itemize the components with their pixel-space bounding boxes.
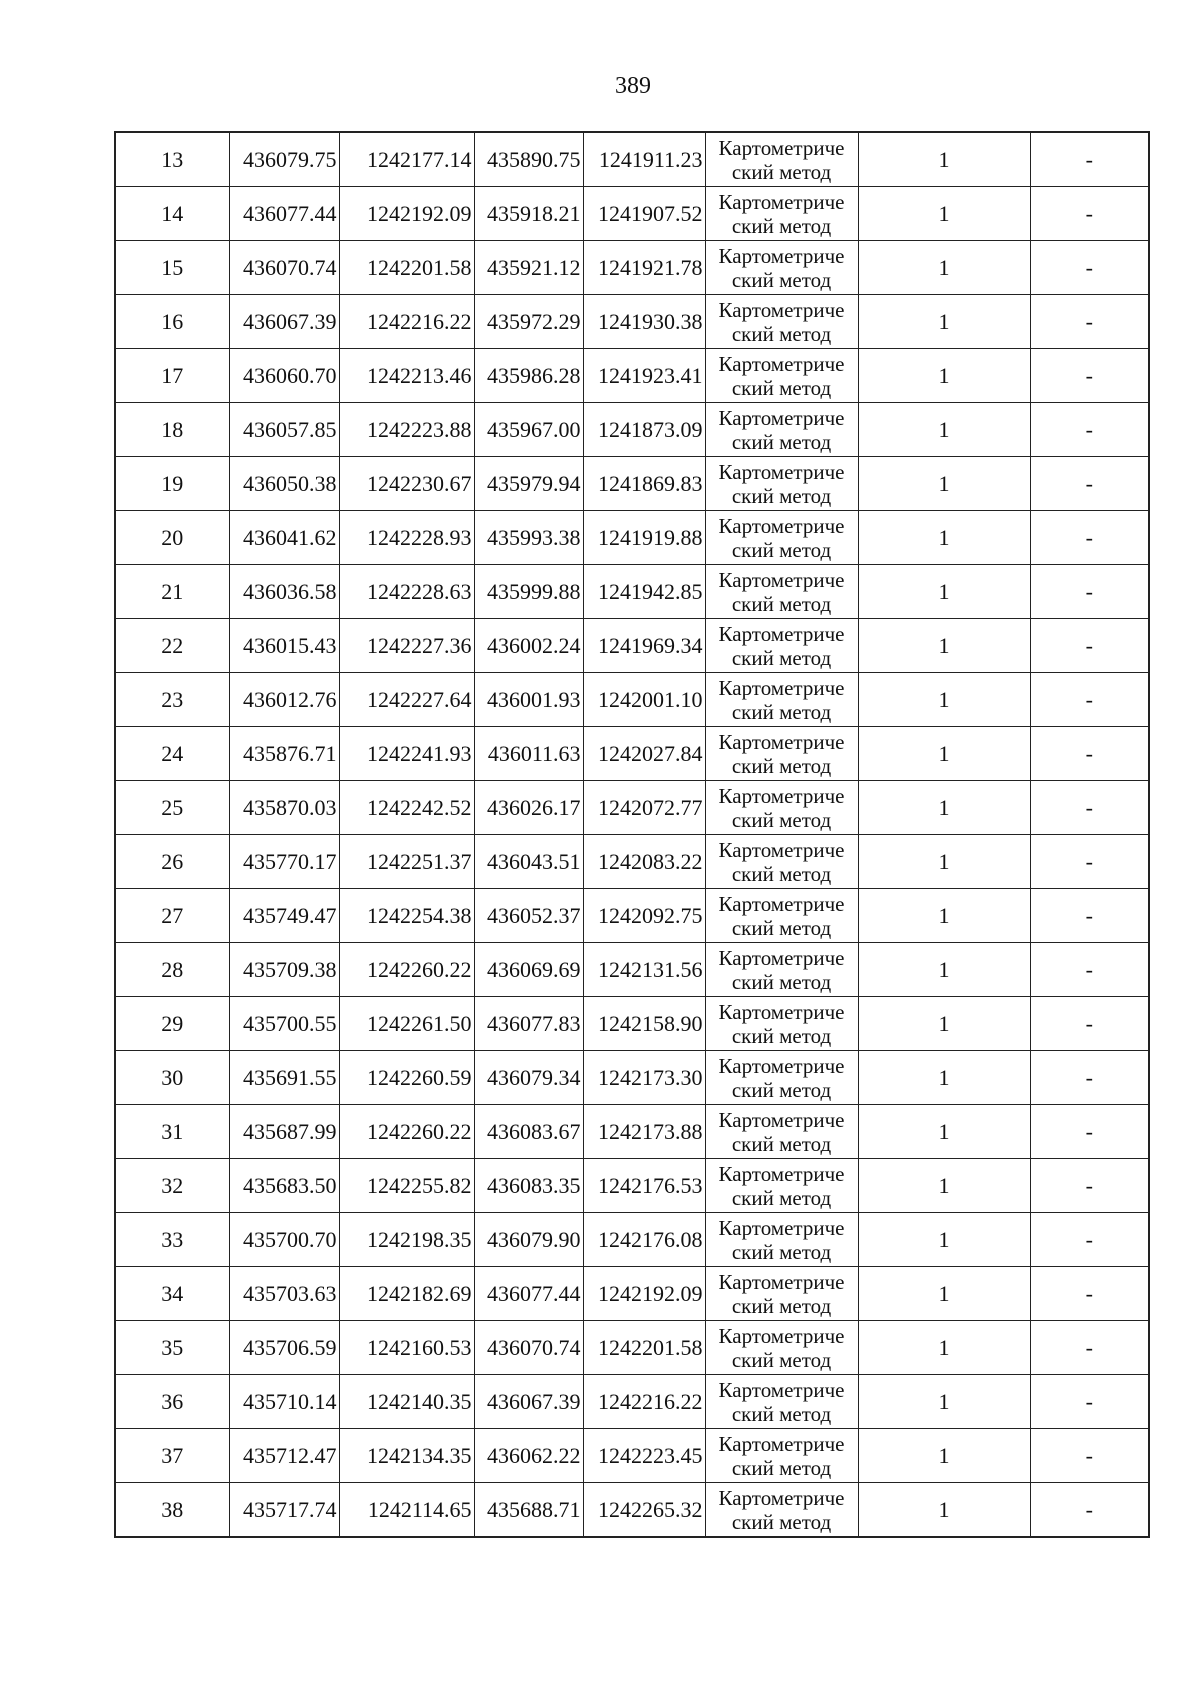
method-cell <box>705 727 858 781</box>
x1-cell: 436079.75 <box>229 132 339 187</box>
point-number-cell: 25 <box>115 781 229 835</box>
x2-cell: 436070.74 <box>474 1321 583 1375</box>
method-line-2: ский метод <box>731 537 832 562</box>
y1-cell: 1242260.59 <box>339 1051 474 1105</box>
accuracy-cell: 1 <box>858 1429 1030 1483</box>
x2-cell: 435993.38 <box>474 511 583 565</box>
y1-cell: 1242227.36 <box>339 619 474 673</box>
method-line-2: ский метод <box>731 321 832 346</box>
y2-cell: 1242176.08 <box>583 1213 705 1267</box>
method-line-1: Картометриче <box>718 405 845 430</box>
y1-cell: 1242227.64 <box>339 673 474 727</box>
x1-cell: 435712.47 <box>229 1429 339 1483</box>
note-cell: - <box>1030 781 1149 835</box>
x2-cell: 436062.22 <box>474 1429 583 1483</box>
method-line-1: Картометриче <box>718 999 845 1024</box>
y1-cell: 1242114.65 <box>339 1483 474 1538</box>
y2-cell: 1241919.88 <box>583 511 705 565</box>
point-number-cell: 14 <box>115 187 229 241</box>
x1-cell: 435700.70 <box>229 1213 339 1267</box>
y1-cell: 1242182.69 <box>339 1267 474 1321</box>
note-cell: - <box>1030 1159 1149 1213</box>
table-row <box>115 1321 1149 1375</box>
page-number: 389 <box>615 73 651 99</box>
method-line-1: Картометриче <box>718 1485 845 1510</box>
method-cell <box>705 565 858 619</box>
table-row <box>115 781 1149 835</box>
table-row <box>115 403 1149 457</box>
x1-cell: 436077.44 <box>229 187 339 241</box>
method-line-2: ский метод <box>731 969 832 994</box>
point-number-cell: 32 <box>115 1159 229 1213</box>
method-line-2: ский метод <box>731 915 832 940</box>
note-cell: - <box>1030 349 1149 403</box>
method-cell <box>705 403 858 457</box>
note-cell: - <box>1030 1267 1149 1321</box>
x1-cell: 435709.38 <box>229 943 339 997</box>
method-line-2: ский метод <box>731 429 832 454</box>
y1-cell: 1242177.14 <box>339 132 474 187</box>
x1-cell: 436057.85 <box>229 403 339 457</box>
x2-cell: 436077.83 <box>474 997 583 1051</box>
method-line-1: Картометриче <box>718 1377 845 1402</box>
table-row <box>115 1159 1149 1213</box>
table-body <box>115 132 1149 1537</box>
y1-cell: 1242213.46 <box>339 349 474 403</box>
y2-cell: 1242216.22 <box>583 1375 705 1429</box>
x2-cell: 436077.44 <box>474 1267 583 1321</box>
y1-cell: 1242254.38 <box>339 889 474 943</box>
x2-cell: 435918.21 <box>474 187 583 241</box>
method-cell <box>705 187 858 241</box>
method-line-1: Картометриче <box>718 189 845 214</box>
method-line-2: ский метод <box>731 267 832 292</box>
table-row <box>115 1105 1149 1159</box>
x2-cell: 435999.88 <box>474 565 583 619</box>
accuracy-cell: 1 <box>858 132 1030 187</box>
y1-cell: 1242261.50 <box>339 997 474 1051</box>
note-cell: - <box>1030 835 1149 889</box>
note-cell: - <box>1030 1375 1149 1429</box>
accuracy-cell: 1 <box>858 619 1030 673</box>
table-row <box>115 565 1149 619</box>
x2-cell: 436001.93 <box>474 673 583 727</box>
point-number-cell: 35 <box>115 1321 229 1375</box>
method-line-1: Картометриче <box>718 1323 845 1348</box>
table-row <box>115 1483 1149 1538</box>
method-line-2: ский метод <box>731 807 832 832</box>
table-row <box>115 187 1149 241</box>
point-number-cell: 16 <box>115 295 229 349</box>
y2-cell: 1241873.09 <box>583 403 705 457</box>
method-cell <box>705 1429 858 1483</box>
point-number-cell: 19 <box>115 457 229 511</box>
accuracy-cell: 1 <box>858 673 1030 727</box>
x1-cell: 436070.74 <box>229 241 339 295</box>
x2-cell: 436083.35 <box>474 1159 583 1213</box>
x1-cell: 435703.63 <box>229 1267 339 1321</box>
x2-cell: 435967.00 <box>474 403 583 457</box>
point-number-cell: 20 <box>115 511 229 565</box>
method-line-1: Картометриче <box>718 459 845 484</box>
accuracy-cell: 1 <box>858 511 1030 565</box>
note-cell: - <box>1030 943 1149 997</box>
x2-cell: 435890.75 <box>474 132 583 187</box>
x2-cell: 436079.34 <box>474 1051 583 1105</box>
accuracy-cell: 1 <box>858 1051 1030 1105</box>
y2-cell: 1241911.23 <box>583 132 705 187</box>
accuracy-cell: 1 <box>858 727 1030 781</box>
table-row <box>115 1429 1149 1483</box>
point-number-cell: 34 <box>115 1267 229 1321</box>
note-cell: - <box>1030 187 1149 241</box>
method-cell <box>705 1321 858 1375</box>
y1-cell: 1242242.52 <box>339 781 474 835</box>
accuracy-cell: 1 <box>858 241 1030 295</box>
table-row <box>115 1051 1149 1105</box>
method-cell <box>705 1159 858 1213</box>
method-cell <box>705 943 858 997</box>
x1-cell: 435683.50 <box>229 1159 339 1213</box>
y1-cell: 1242160.53 <box>339 1321 474 1375</box>
point-number-cell: 13 <box>115 132 229 187</box>
y2-cell: 1242001.10 <box>583 673 705 727</box>
method-line-1: Картометриче <box>718 135 845 160</box>
table-row <box>115 727 1149 781</box>
y2-cell: 1242072.77 <box>583 781 705 835</box>
method-cell <box>705 1483 858 1538</box>
accuracy-cell: 1 <box>858 1375 1030 1429</box>
x1-cell: 435700.55 <box>229 997 339 1051</box>
x1-cell: 435876.71 <box>229 727 339 781</box>
point-number-cell: 26 <box>115 835 229 889</box>
method-cell <box>705 619 858 673</box>
accuracy-cell: 1 <box>858 187 1030 241</box>
x1-cell: 436067.39 <box>229 295 339 349</box>
method-line-1: Картометриче <box>718 513 845 538</box>
method-line-1: Картометриче <box>718 1053 845 1078</box>
point-number-cell: 18 <box>115 403 229 457</box>
table-row <box>115 1213 1149 1267</box>
y2-cell: 1241921.78 <box>583 241 705 295</box>
y2-cell: 1242201.58 <box>583 1321 705 1375</box>
method-line-2: ский метод <box>731 699 832 724</box>
method-line-1: Картометриче <box>718 891 845 916</box>
method-line-1: Картометриче <box>718 837 845 862</box>
note-cell: - <box>1030 1429 1149 1483</box>
x2-cell: 436026.17 <box>474 781 583 835</box>
method-cell <box>705 1267 858 1321</box>
method-cell <box>705 241 858 295</box>
x1-cell: 436036.58 <box>229 565 339 619</box>
method-cell <box>705 673 858 727</box>
y2-cell: 1242158.90 <box>583 997 705 1051</box>
point-number-cell: 29 <box>115 997 229 1051</box>
table-row <box>115 619 1149 673</box>
note-cell: - <box>1030 1051 1149 1105</box>
y2-cell: 1242083.22 <box>583 835 705 889</box>
note-cell: - <box>1030 727 1149 781</box>
table-row <box>115 241 1149 295</box>
y2-cell: 1242173.88 <box>583 1105 705 1159</box>
method-line-2: ский метод <box>731 1347 832 1372</box>
accuracy-cell: 1 <box>858 403 1030 457</box>
method-line-2: ский метод <box>731 1023 832 1048</box>
table-row <box>115 835 1149 889</box>
x2-cell: 436079.90 <box>474 1213 583 1267</box>
point-number-cell: 17 <box>115 349 229 403</box>
method-line-1: Картометриче <box>718 1107 845 1132</box>
method-line-1: Картометриче <box>718 729 845 754</box>
accuracy-cell: 1 <box>858 889 1030 943</box>
method-cell <box>705 1375 858 1429</box>
note-cell: - <box>1030 1321 1149 1375</box>
y2-cell: 1242176.53 <box>583 1159 705 1213</box>
method-line-2: ский метод <box>731 483 832 508</box>
x2-cell: 435986.28 <box>474 349 583 403</box>
table-row <box>115 889 1149 943</box>
y2-cell: 1242092.75 <box>583 889 705 943</box>
x2-cell: 436011.63 <box>474 727 583 781</box>
method-cell <box>705 781 858 835</box>
method-cell <box>705 132 858 187</box>
x2-cell: 435979.94 <box>474 457 583 511</box>
note-cell: - <box>1030 295 1149 349</box>
method-line-2: ский метод <box>731 1455 832 1480</box>
point-number-cell: 22 <box>115 619 229 673</box>
table-row <box>115 673 1149 727</box>
point-number-cell: 24 <box>115 727 229 781</box>
x1-cell: 436012.76 <box>229 673 339 727</box>
accuracy-cell: 1 <box>858 349 1030 403</box>
y2-cell: 1242223.45 <box>583 1429 705 1483</box>
method-line-2: ский метод <box>731 213 832 238</box>
method-cell <box>705 889 858 943</box>
y2-cell: 1241930.38 <box>583 295 705 349</box>
y1-cell: 1242255.82 <box>339 1159 474 1213</box>
x1-cell: 435691.55 <box>229 1051 339 1105</box>
point-number-cell: 23 <box>115 673 229 727</box>
x1-cell: 436050.38 <box>229 457 339 511</box>
y1-cell: 1242223.88 <box>339 403 474 457</box>
method-cell <box>705 349 858 403</box>
point-number-cell: 21 <box>115 565 229 619</box>
x1-cell: 435706.59 <box>229 1321 339 1375</box>
method-line-1: Картометриче <box>718 1215 845 1240</box>
method-line-1: Картометриче <box>718 243 845 268</box>
accuracy-cell: 1 <box>858 1213 1030 1267</box>
accuracy-cell: 1 <box>858 1483 1030 1538</box>
note-cell: - <box>1030 997 1149 1051</box>
point-number-cell: 31 <box>115 1105 229 1159</box>
y1-cell: 1242260.22 <box>339 943 474 997</box>
method-line-1: Картометриче <box>718 567 845 592</box>
accuracy-cell: 1 <box>858 835 1030 889</box>
y1-cell: 1242241.93 <box>339 727 474 781</box>
method-line-2: ский метод <box>731 159 832 184</box>
x1-cell: 435710.14 <box>229 1375 339 1429</box>
method-cell <box>705 1105 858 1159</box>
table-row <box>115 997 1149 1051</box>
x1-cell: 436041.62 <box>229 511 339 565</box>
x2-cell: 436067.39 <box>474 1375 583 1429</box>
table-row <box>115 511 1149 565</box>
y2-cell: 1241969.34 <box>583 619 705 673</box>
note-cell: - <box>1030 1483 1149 1538</box>
method-line-2: ский метод <box>731 1509 832 1534</box>
method-line-1: Картометриче <box>718 1431 845 1456</box>
method-line-2: ский метод <box>731 1077 832 1102</box>
x1-cell: 436060.70 <box>229 349 339 403</box>
point-number-cell: 15 <box>115 241 229 295</box>
y1-cell: 1242260.22 <box>339 1105 474 1159</box>
y2-cell: 1241907.52 <box>583 187 705 241</box>
note-cell: - <box>1030 1105 1149 1159</box>
y2-cell: 1241869.83 <box>583 457 705 511</box>
y1-cell: 1242251.37 <box>339 835 474 889</box>
accuracy-cell: 1 <box>858 1105 1030 1159</box>
x1-cell: 435717.74 <box>229 1483 339 1538</box>
point-number-cell: 38 <box>115 1483 229 1538</box>
x2-cell: 436069.69 <box>474 943 583 997</box>
table-row <box>115 1267 1149 1321</box>
accuracy-cell: 1 <box>858 295 1030 349</box>
method-line-2: ский метод <box>731 1293 832 1318</box>
method-line-2: ский метод <box>731 375 832 400</box>
table-row <box>115 1375 1149 1429</box>
method-line-2: ский метод <box>731 1401 832 1426</box>
method-cell <box>705 457 858 511</box>
note-cell: - <box>1030 403 1149 457</box>
table-row <box>115 295 1149 349</box>
method-cell <box>705 1213 858 1267</box>
point-number-cell: 30 <box>115 1051 229 1105</box>
x2-cell: 435688.71 <box>474 1483 583 1538</box>
accuracy-cell: 1 <box>858 1321 1030 1375</box>
method-line-1: Картометриче <box>718 351 845 376</box>
y2-cell: 1242173.30 <box>583 1051 705 1105</box>
method-line-1: Картометриче <box>718 297 845 322</box>
method-line-1: Картометриче <box>718 1161 845 1186</box>
x1-cell: 435749.47 <box>229 889 339 943</box>
accuracy-cell: 1 <box>858 1267 1030 1321</box>
accuracy-cell: 1 <box>858 565 1030 619</box>
method-cell <box>705 835 858 889</box>
note-cell: - <box>1030 565 1149 619</box>
method-line-2: ский метод <box>731 753 832 778</box>
y1-cell: 1242134.35 <box>339 1429 474 1483</box>
y1-cell: 1242216.22 <box>339 295 474 349</box>
y1-cell: 1242201.58 <box>339 241 474 295</box>
x1-cell: 435770.17 <box>229 835 339 889</box>
accuracy-cell: 1 <box>858 781 1030 835</box>
method-line-2: ский метод <box>731 1185 832 1210</box>
y2-cell: 1242131.56 <box>583 943 705 997</box>
y1-cell: 1242140.35 <box>339 1375 474 1429</box>
y1-cell: 1242230.67 <box>339 457 474 511</box>
accuracy-cell: 1 <box>858 997 1030 1051</box>
method-line-1: Картометриче <box>718 783 845 808</box>
x1-cell: 435870.03 <box>229 781 339 835</box>
y2-cell: 1242192.09 <box>583 1267 705 1321</box>
x2-cell: 436052.37 <box>474 889 583 943</box>
x1-cell: 435687.99 <box>229 1105 339 1159</box>
point-number-cell: 33 <box>115 1213 229 1267</box>
y1-cell: 1242198.35 <box>339 1213 474 1267</box>
method-line-2: ский метод <box>731 861 832 886</box>
method-line-2: ский метод <box>731 1131 832 1156</box>
accuracy-cell: 1 <box>858 943 1030 997</box>
table-row <box>115 349 1149 403</box>
point-number-cell: 37 <box>115 1429 229 1483</box>
method-line-2: ский метод <box>731 591 832 616</box>
table-row <box>115 132 1149 187</box>
accuracy-cell: 1 <box>858 1159 1030 1213</box>
note-cell: - <box>1030 1213 1149 1267</box>
note-cell: - <box>1030 889 1149 943</box>
method-line-1: Картометриче <box>718 945 845 970</box>
x2-cell: 436083.67 <box>474 1105 583 1159</box>
note-cell: - <box>1030 241 1149 295</box>
accuracy-cell: 1 <box>858 457 1030 511</box>
note-cell: - <box>1030 619 1149 673</box>
y1-cell: 1242192.09 <box>339 187 474 241</box>
point-number-cell: 28 <box>115 943 229 997</box>
table-row <box>115 943 1149 997</box>
x2-cell: 436043.51 <box>474 835 583 889</box>
note-cell: - <box>1030 457 1149 511</box>
point-number-cell: 36 <box>115 1375 229 1429</box>
y1-cell: 1242228.63 <box>339 565 474 619</box>
method-cell <box>705 1051 858 1105</box>
y2-cell: 1241942.85 <box>583 565 705 619</box>
note-cell: - <box>1030 132 1149 187</box>
y1-cell: 1242228.93 <box>339 511 474 565</box>
note-cell: - <box>1030 511 1149 565</box>
method-cell <box>705 295 858 349</box>
method-line-2: ский метод <box>731 645 832 670</box>
x2-cell: 435921.12 <box>474 241 583 295</box>
point-number-cell: 27 <box>115 889 229 943</box>
method-line-2: ский метод <box>731 1239 832 1264</box>
method-line-1: Картометриче <box>718 621 845 646</box>
method-line-1: Картометриче <box>718 1269 845 1294</box>
y2-cell: 1241923.41 <box>583 349 705 403</box>
note-cell: - <box>1030 673 1149 727</box>
method-cell <box>705 511 858 565</box>
x1-cell: 436015.43 <box>229 619 339 673</box>
method-cell <box>705 997 858 1051</box>
coordinates-table <box>114 131 1150 1538</box>
method-line-1: Картометриче <box>718 675 845 700</box>
y2-cell: 1242265.32 <box>583 1483 705 1538</box>
x2-cell: 436002.24 <box>474 619 583 673</box>
x2-cell: 435972.29 <box>474 295 583 349</box>
y2-cell: 1242027.84 <box>583 727 705 781</box>
table-row <box>115 457 1149 511</box>
